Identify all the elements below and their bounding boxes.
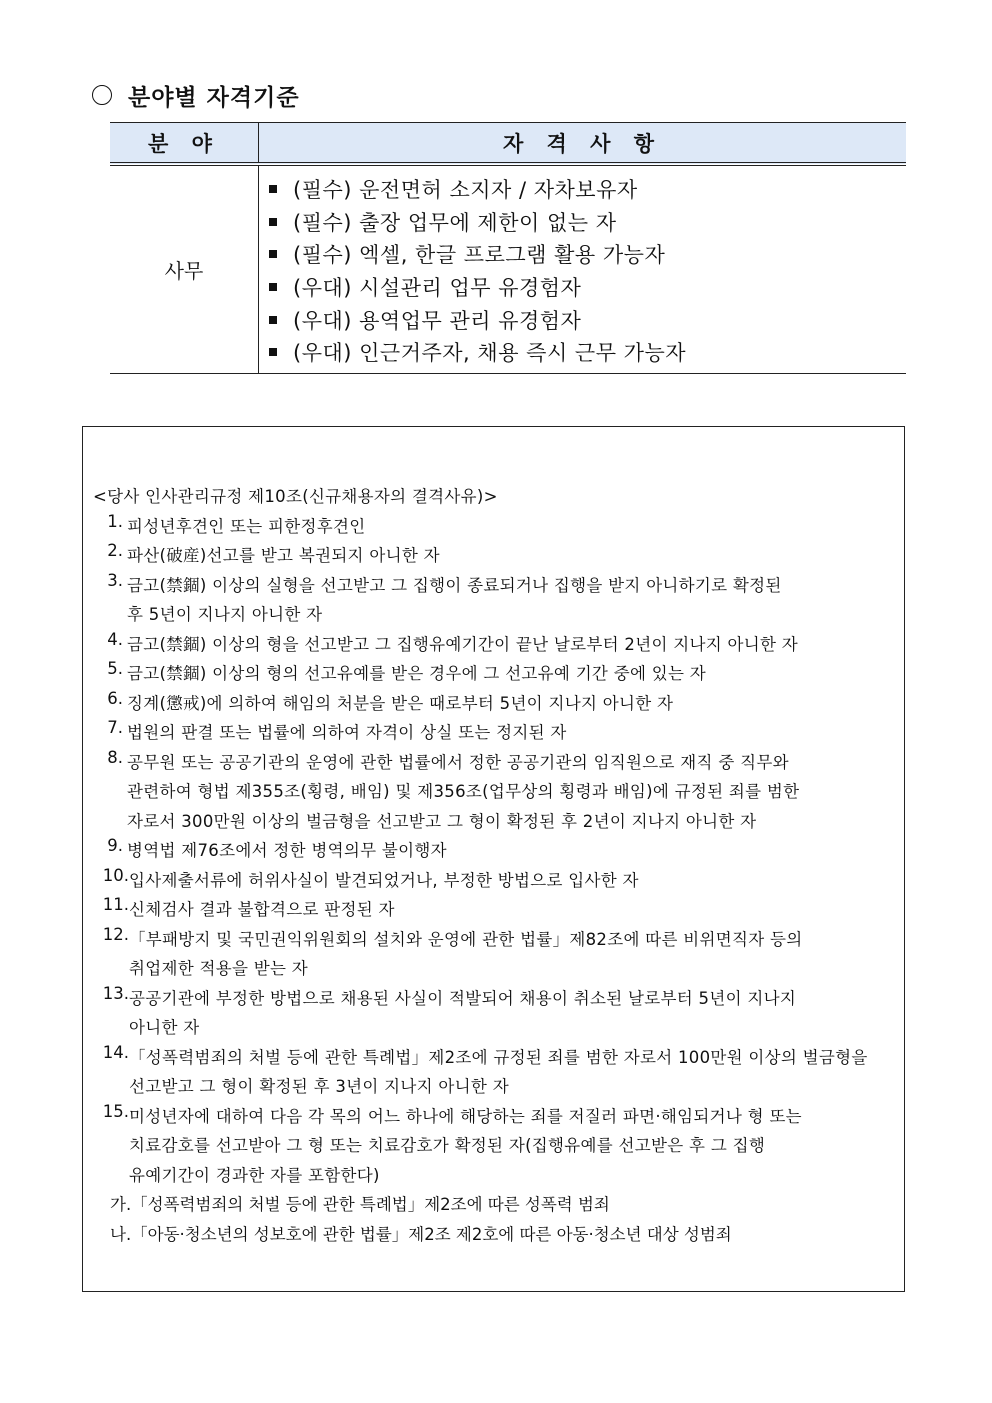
- table-row: [110, 164, 906, 373]
- rule-number: 2.: [107, 541, 123, 560]
- rule-subitem: 나.「아동·청소년의 성보호에 관한 법률」제2조 제2호에 따른 아동·청소년 대상 성범죄: [110, 1224, 732, 1244]
- rule-number: 3.: [107, 570, 123, 590]
- rule-line: 아니한 자: [129, 1018, 200, 1037]
- requirement-text: (우대) 시설관리 업무 유경험자: [293, 276, 582, 301]
- square-bullet-icon: [269, 283, 277, 291]
- rule-line: 취업제한 적용을 받는 자: [129, 959, 309, 978]
- rules-content: [93, 482, 898, 1249]
- rule-line: 선고받고 그 형이 확정된 후 3년이 지나지 아니한 자: [129, 1077, 509, 1096]
- rule-text: [127, 718, 898, 748]
- rule-number: 1.: [107, 511, 123, 531]
- rule-line: 신체검사 결과 불합격으로 판정된 자: [129, 900, 395, 919]
- rule-item: [93, 984, 898, 1043]
- rule-line: 피성년후견인 또는 피한정후견인: [127, 516, 366, 536]
- requirement-item: [269, 238, 906, 271]
- rule-item: [93, 541, 898, 571]
- requirement-text: (우대) 인근거주자, 채용 즉시 근무 가능자: [293, 341, 687, 366]
- rule-number: 10.: [102, 865, 129, 885]
- rule-text: [129, 925, 898, 984]
- rule-subitem: 가.「성폭력범죄의 처벌 등에 관한 특례법」제2조에 따른 성폭력 범죄: [110, 1195, 610, 1214]
- rule-number: 14.: [102, 1042, 129, 1062]
- requirement-text: (필수) 엑셀, 한글 프로그램 활용 가능자: [293, 243, 666, 268]
- rule-line: 「부패방지 및 국민권익위원회의 설치와 운영에 관한 법률」제82조에 따른 비위면직자 등의: [129, 929, 803, 949]
- rule-line: 관련하여 형법 제355조(횡령, 배임) 및 제356조(업무상의 횡령과 배임)에 규정된 죄를 범한: [127, 782, 800, 801]
- circle-bullet-icon: [92, 85, 112, 105]
- rule-item: [93, 718, 898, 748]
- requirement-item: [269, 271, 906, 304]
- rule-text: [127, 541, 898, 571]
- rule-text: [129, 895, 898, 925]
- rule-line: 치료감호를 선고받아 그 형 또는 치료감호가 확정된 자(집행유예를 선고받은 후 그 집행: [129, 1136, 766, 1155]
- rule-line: 유예기간이 경과한 자를 포함한다): [129, 1165, 380, 1185]
- rules-list: [93, 512, 898, 1191]
- rule-number: 4.: [107, 629, 123, 649]
- requirement-text: (필수) 출장 업무에 제한이 없는 자: [293, 210, 617, 235]
- rule-item: [93, 571, 898, 630]
- square-bullet-icon: [269, 348, 277, 356]
- rule-line: 파산(破産)선고를 받고 복권되지 아니한 자: [127, 546, 440, 565]
- rule-item: [93, 689, 898, 719]
- rule-item: [93, 1043, 898, 1102]
- rule-line: 입사제출서류에 허위사실이 발견되었거나, 부정한 방법으로 입사한 자: [129, 870, 639, 890]
- rule-line: 후 5년이 지나지 아니한 자: [127, 605, 323, 624]
- rule-line: 미성년자에 대하여 다음 각 목의 어느 하나에 해당하는 죄를 저질러 파면·해임되거나 형 또는: [129, 1106, 802, 1126]
- rule-text: [127, 836, 898, 866]
- rule-line: 병역법 제76조에서 정한 병역의무 불이행자: [127, 841, 447, 860]
- rule-number: 12.: [102, 924, 129, 944]
- section-title: [92, 78, 300, 112]
- rule-text: [129, 984, 898, 1043]
- header-field: 분 야: [110, 123, 259, 165]
- table-header-row: [110, 123, 906, 165]
- rules-heading: <당사 인사관리규정 제10조(신규채용자의 결격사유)>: [93, 487, 498, 506]
- section-title-text: 분야별 자격기준: [128, 83, 300, 111]
- requirement-item: [269, 303, 906, 336]
- rule-text: [127, 748, 898, 837]
- rule-number: 8.: [107, 747, 123, 767]
- square-bullet-icon: [269, 185, 277, 193]
- square-bullet-icon: [269, 316, 277, 324]
- field-cell: 사무: [110, 164, 259, 373]
- rule-line: 자로서 300만원 이상의 벌금형을 선고받고 그 형이 확정된 후 2년이 지나지 아니한 자: [127, 811, 757, 831]
- rule-number: 7.: [107, 718, 123, 737]
- rule-item: [93, 836, 898, 866]
- rule-item: [93, 1102, 898, 1191]
- rule-text: [127, 512, 898, 542]
- rule-number: 13.: [102, 983, 129, 1003]
- rule-line: 금고(禁錮) 이상의 실형을 선고받고 그 집행이 종료되거나 집행을 받지 아니하기로 확정된: [127, 575, 782, 595]
- requirement-text: (필수) 운전면허 소지자 / 자차보유자: [293, 178, 638, 203]
- header-requirements: 자 격 사 항: [259, 123, 907, 165]
- rule-line: 징계(懲戒)에 의하여 해임의 처분을 받은 때로부터 5년이 지나지 아니한 자: [127, 693, 674, 713]
- rule-text: [129, 866, 898, 896]
- square-bullet-icon: [269, 218, 277, 226]
- rule-line: 「성폭력범죄의 처벌 등에 관한 특례법」제2조에 규정된 죄를 범한 자로서 100만원 이상의 벌금형을: [129, 1047, 868, 1067]
- rule-text: [127, 659, 898, 689]
- qualification-table: [110, 122, 906, 374]
- requirement-item: [269, 173, 906, 206]
- requirement-item: [269, 336, 906, 369]
- rule-item: [93, 630, 898, 660]
- rule-number: 5.: [107, 659, 123, 678]
- rule-line: 금고(禁錮) 이상의 형의 선고유예를 받은 경우에 그 선고유예 기간 중에 있는 자: [127, 664, 706, 683]
- rule-line: 법원의 판결 또는 법률에 의하여 자격이 상실 또는 정지된 자: [127, 723, 567, 742]
- rule-text: [127, 571, 898, 630]
- requirement-item: [269, 206, 906, 239]
- rule-number: 15.: [102, 1101, 129, 1121]
- rule-item: [93, 895, 898, 925]
- square-bullet-icon: [269, 250, 277, 258]
- requirement-text: (우대) 용역업무 관리 유경험자: [293, 308, 582, 333]
- rule-text: [129, 1043, 898, 1102]
- rule-number: 6.: [107, 688, 123, 708]
- rule-line: 금고(禁錮) 이상의 형을 선고받고 그 집행유예기간이 끝난 날로부터 2년이 지나지 아니한 자: [127, 634, 798, 654]
- rule-item: [93, 512, 898, 542]
- rule-line: 공무원 또는 공공기관의 운영에 관한 법률에서 정한 공공기관의 임직원으로 재직 중 직무와: [127, 752, 789, 772]
- rule-item: [93, 748, 898, 837]
- rule-number: 11.: [102, 895, 129, 914]
- rule-text: [127, 689, 898, 719]
- rule-item: [93, 925, 898, 984]
- rule-text: [129, 1102, 898, 1191]
- disqualification-rules-box: [82, 426, 905, 1292]
- rule-item: [93, 866, 898, 896]
- rule-number: 9.: [107, 836, 123, 855]
- rule-text: [127, 630, 898, 660]
- rule-line: 공공기관에 부정한 방법으로 채용된 사실이 적발되어 채용이 취소된 날로부터 5년이 지나지: [129, 988, 797, 1008]
- rule-item: [93, 659, 898, 689]
- requirements-cell: [259, 164, 907, 373]
